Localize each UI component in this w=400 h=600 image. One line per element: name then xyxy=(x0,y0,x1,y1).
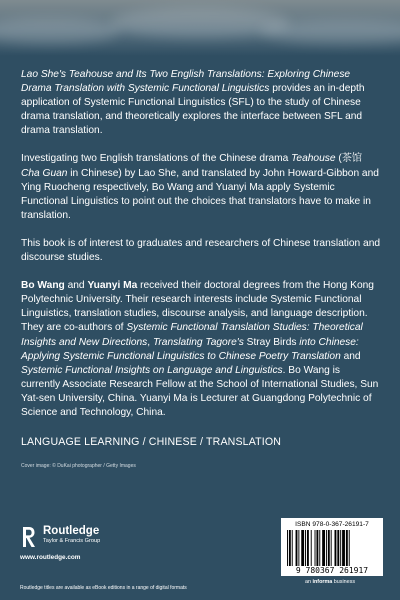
routledge-r-icon xyxy=(20,525,36,549)
barcode-digits: 9 780367 261917 xyxy=(295,566,369,575)
isbn-number: ISBN 978-0-367-26191-7 xyxy=(295,521,369,528)
publisher-logo xyxy=(20,525,160,549)
publisher-name: Routledge xyxy=(43,525,100,537)
isbn-barcode xyxy=(281,518,383,576)
blurb-paragraph-2: Investigating two English translations of the Chinese drama Teahouse (茶馆 Cha Guan in Chinese) by Lao She, and translated by John Howard-Gibbon and Ying Ruocheng respectively, Bo Wang and Yuanyi Ma apply Systemic Functional Linguistics to point out the choices that translators have to make in translation. xyxy=(21,153,379,221)
publisher-website: www.routledge.com xyxy=(20,554,81,561)
book-title: Lao She's Teahouse and Its Two English Translations: Exploring Chinese Drama Translation with Systemic Functional Linguistics xyxy=(21,69,351,95)
publisher-group: Taylor & Francis Group xyxy=(43,538,101,544)
author-bio: Bo Wang and Yuanyi Ma received their doctoral degrees from the Hong Kong Polytechnic University. Their research interests include Systemic Functional Linguistics, translation studies, discourse analysis, and language description. They are co-authors of Systemic Functional Translation Studies: Theoretical Insights and New Directions, Translating Tagore's Stray Birds into Chinese: Applying Systemic Functional Linguistics to Chinese Poetry Translation and Systemic Functional Insights on Language and Linguistics. Bo Wang is currently Associate Research Fellow at the School of International Studies, Sun Yat-sen University, China. Yuanyi Ma is Lecturer at Guangdong Polytechnic of Science and Technology, China. xyxy=(21,280,379,418)
blurb-paragraph-3: This book is of interest to graduates and researchers of Chinese translation and discourse studies. xyxy=(21,237,381,264)
informa-tagline: an informa business xyxy=(305,579,356,585)
blurb xyxy=(21,68,381,434)
subject-category: LANGUAGE LEARNING / CHINESE / TRANSLATION xyxy=(21,436,282,448)
cover-image-credit: Cover image: © DuKai photographer / Getty Images xyxy=(21,463,136,469)
blurb-paragraph-1: Lao She's Teahouse and Its Two English Translations: Exploring Chinese Drama Translation with Systemic Functional Linguistics provides an in-depth application of Systemic Functional Linguistics (SFL) to the study of Chinese drama translation, and theoretically explores the interface between SFL and drama translation. xyxy=(21,69,365,137)
cover-photo-strip xyxy=(0,0,400,56)
barcode-icon xyxy=(285,530,379,566)
ebook-footnote: Routledge titles are available as eBook editions in a range of digital formats xyxy=(20,585,187,591)
